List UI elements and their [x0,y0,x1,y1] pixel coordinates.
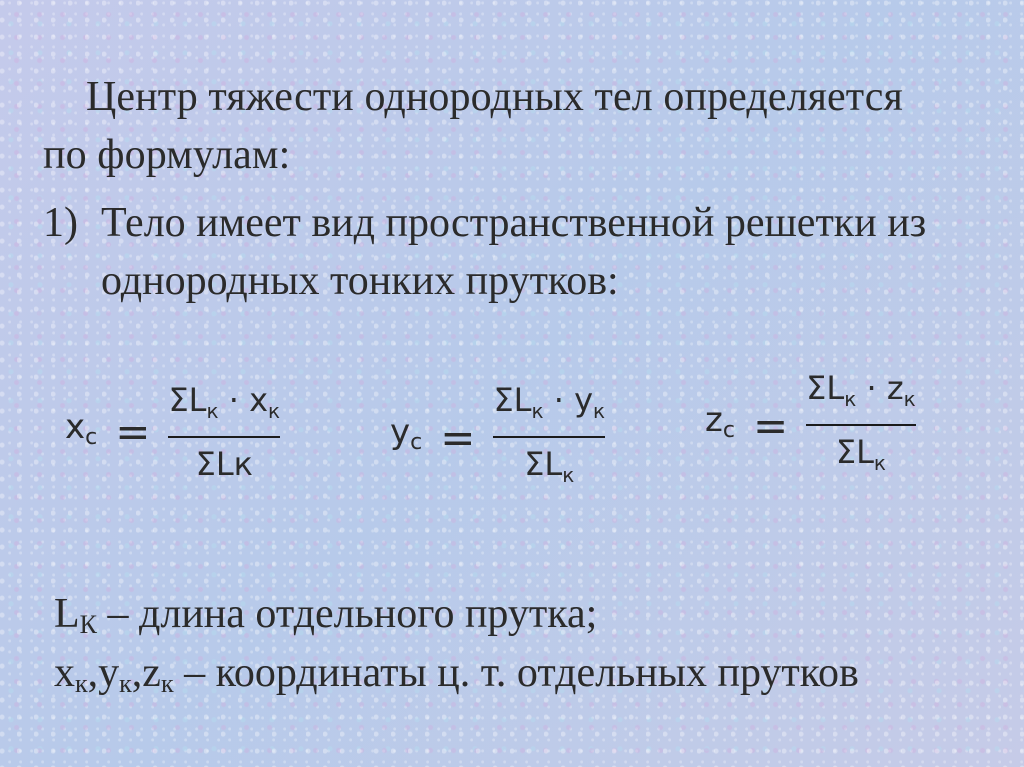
definition-length-subscript: К [79,610,97,639]
definition-y-symbol: y [98,650,120,696]
formula-z-denominator-length: L [856,433,874,471]
intro-line-2: по формулам: [43,132,291,178]
formula-x-subscript: c [85,424,98,450]
formula-x-lhs [65,407,97,458]
definition-x-subscript: к [75,669,88,698]
definition-coordinates-text: – координаты ц. т. отдельных прутков [173,650,859,696]
definition-length [54,588,597,651]
formula-y-numerator [493,380,605,431]
formula-y-fraction [493,380,605,495]
formula-y-variable: y [390,412,411,452]
list-item-text: Тело имеет вид пространственной решетки из однородных тонких прутков: [101,200,927,304]
formula-x-numerator [168,380,280,431]
formula-y-denominator-length: L [544,445,563,483]
formula-z-fraction [806,368,916,483]
formula-y-denominator [524,444,574,495]
formula-x-denominator: ΣLк [195,445,253,483]
formula-x-numerator-length: L [188,381,207,419]
formula-z-fraction-bar [806,424,916,426]
definition-length-symbol: L [54,591,80,637]
formula-z-denominator-sigma: Σ [835,433,857,471]
formula-y-numerator-length-subscript: к [531,399,544,423]
definition-coordinates [54,647,859,710]
definition-x-symbol: x [54,650,75,696]
formula-z-numerator-sigma: Σ [806,369,827,407]
formula-x-numerator-sigma: Σ [168,381,189,419]
formula-x-numerator-length-subscript: к [206,399,219,423]
formula-z-variable: z [705,400,723,440]
formula-z-subscript: c [722,418,735,443]
formula-y-equals: = [440,412,476,462]
formula-z-equals: = [752,400,789,450]
formula-y-subscript: c [410,430,423,455]
formula-y-numerator-dot: · [543,381,575,419]
formula-y-numerator-sigma: Σ [493,381,514,419]
formula-z-denominator-length-subscript: к [873,451,887,475]
formula-y-numerator-variable: y [574,381,594,419]
formula-z-denominator [836,432,886,483]
definition-comma-2: , [131,650,143,696]
definition-z-symbol: z [142,650,161,696]
definition-comma-1: , [87,650,99,696]
definition-y-subscript: к [119,669,132,698]
list-item-1 [43,194,983,310]
formula-y-denominator-length-subscript: к [562,463,575,487]
formula-x-center [65,380,280,484]
formula-z-numerator-variable: z [886,369,904,407]
definition-length-text: – длина отдельного прутка; [97,591,598,637]
intro-paragraph [43,68,973,184]
formula-y-numerator-variable-subscript: к [593,399,606,423]
definition-z-subscript: к [160,669,174,698]
formula-x-numerator-variable-subscript: к [268,399,281,423]
formula-z-numerator [806,368,916,419]
formula-z-center [705,368,916,483]
formula-y-fraction-bar [493,436,605,438]
formula-z-numerator-length: L [826,369,845,407]
formula-z-numerator-dot: · [856,369,887,407]
formula-x-equals: = [115,407,151,456]
formula-x-variable: x [65,406,86,447]
formula-x-fraction-bar [168,436,280,438]
formula-x-fraction [168,380,280,484]
formula-y-lhs [390,412,422,463]
formula-z-numerator-variable-subscript: к [903,387,916,411]
list-marker: 1) [43,200,78,246]
formula-z-lhs [705,400,735,451]
formula-y-denominator-sigma: Σ [524,445,545,483]
formula-z-numerator-length-subscript: к [844,387,857,411]
formula-x-numerator-dot: · [218,381,250,419]
formula-y-center [390,380,605,495]
intro-line-1: Центр тяжести однородных тел определяется [86,74,903,120]
formula-x-numerator-variable: x [249,381,269,419]
formula-y-numerator-length: L [513,381,532,419]
